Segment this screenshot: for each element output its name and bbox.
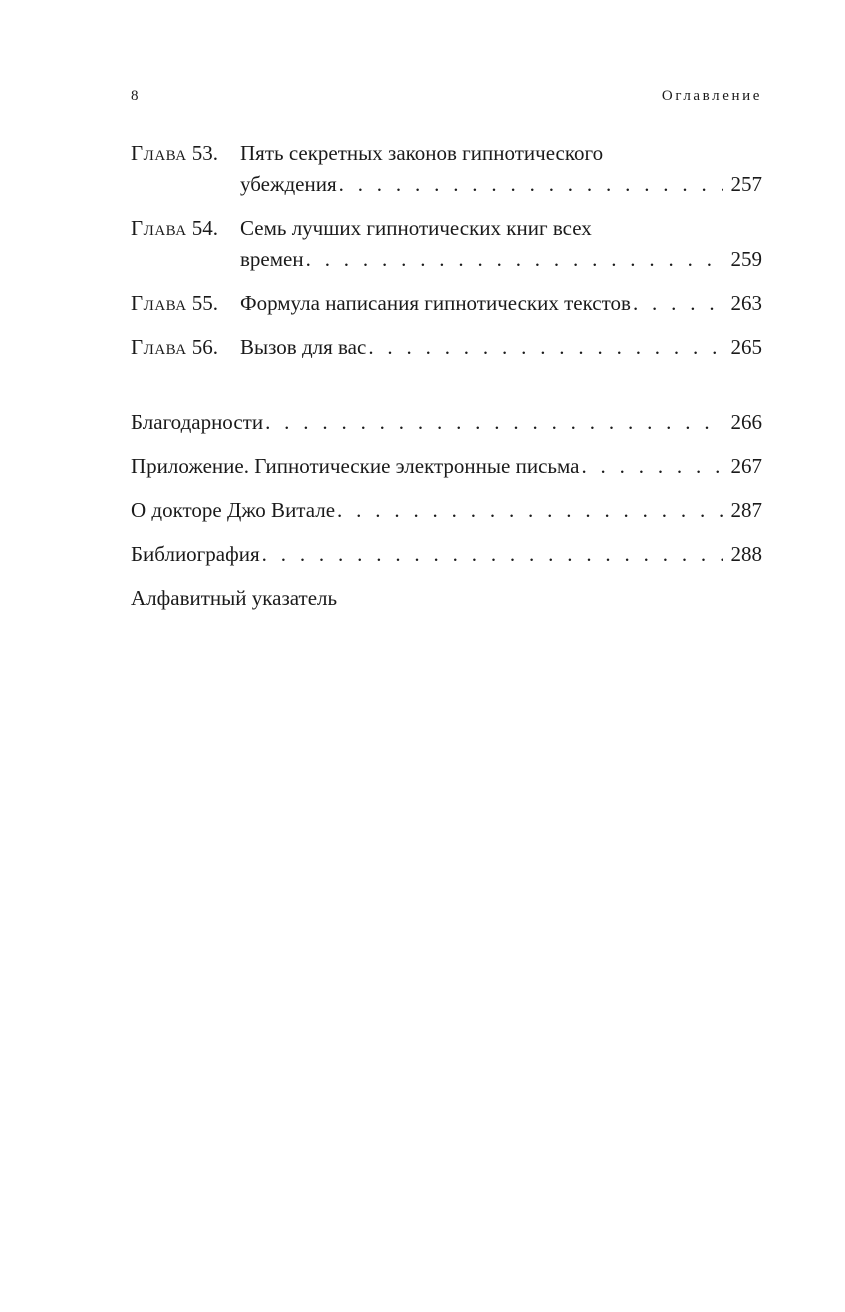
chapter-word: Глава [131, 216, 187, 240]
toc-entry-index[interactable] [131, 583, 762, 614]
page-ref: 287 [730, 498, 762, 522]
page-ref: 259 [730, 247, 762, 271]
entry-title: Библиография [131, 542, 260, 566]
page-ref: 257 [730, 172, 762, 196]
dot-leader [262, 539, 723, 570]
page-ref: 265 [730, 335, 762, 359]
section-spacer [131, 363, 762, 407]
chapter-title: Пять секретных законов гипнотического [240, 141, 604, 165]
dot-leader [581, 451, 722, 482]
chapter-number: 55. [191, 291, 219, 315]
chapter-title-continued: убеждения [240, 172, 337, 196]
page-ref: 263 [730, 291, 762, 315]
chapter-number: 56. [191, 335, 219, 359]
chapter-title: Формула написания гипнотических текстов [240, 291, 631, 315]
page-number: 8 [131, 88, 140, 104]
dot-leader [306, 244, 723, 275]
chapter-label [131, 332, 240, 363]
chapter-label [131, 288, 240, 319]
toc-entry-chapter-53[interactable] [131, 138, 762, 200]
chapter-title: Вызов для вас [240, 335, 367, 359]
toc-entry-chapter-56[interactable] [131, 332, 762, 363]
entry-title: О докторе Джо Витале [131, 498, 336, 522]
entry-title: Благодарности [131, 410, 264, 434]
running-head: Оглавление [661, 88, 762, 104]
page-ref: 288 [730, 542, 762, 566]
page-ref: 266 [730, 410, 762, 434]
dot-leader [339, 169, 723, 200]
chapter-title-continued: времен [240, 247, 304, 271]
entry-title: Приложение. Гипнотические электронные письма [131, 454, 580, 478]
chapter-word: Глава [131, 291, 187, 315]
toc-entry-acknowledgements[interactable] [131, 407, 762, 438]
chapter-label [131, 213, 240, 275]
toc-entry-appendix[interactable] [131, 451, 762, 482]
chapter-number: 54. [191, 216, 219, 240]
toc-entry-bibliography[interactable] [131, 539, 762, 570]
entry-title: Алфавитный указатель [131, 586, 338, 610]
table-of-contents [131, 138, 762, 614]
chapter-word: Глава [131, 141, 187, 165]
toc-entry-about-author[interactable] [131, 495, 762, 526]
dot-leader [633, 288, 723, 319]
dot-leader [265, 407, 722, 438]
chapter-title: Семь лучших гипнотических книг всех [240, 216, 592, 240]
toc-entry-chapter-54[interactable] [131, 213, 762, 275]
dot-leader [337, 495, 722, 526]
toc-entry-chapter-55[interactable] [131, 288, 762, 319]
chapter-number: 53. [191, 141, 219, 165]
chapter-label [131, 138, 240, 200]
dot-leader [368, 332, 722, 363]
page-ref: 267 [730, 454, 762, 478]
chapter-word: Глава [131, 335, 187, 359]
